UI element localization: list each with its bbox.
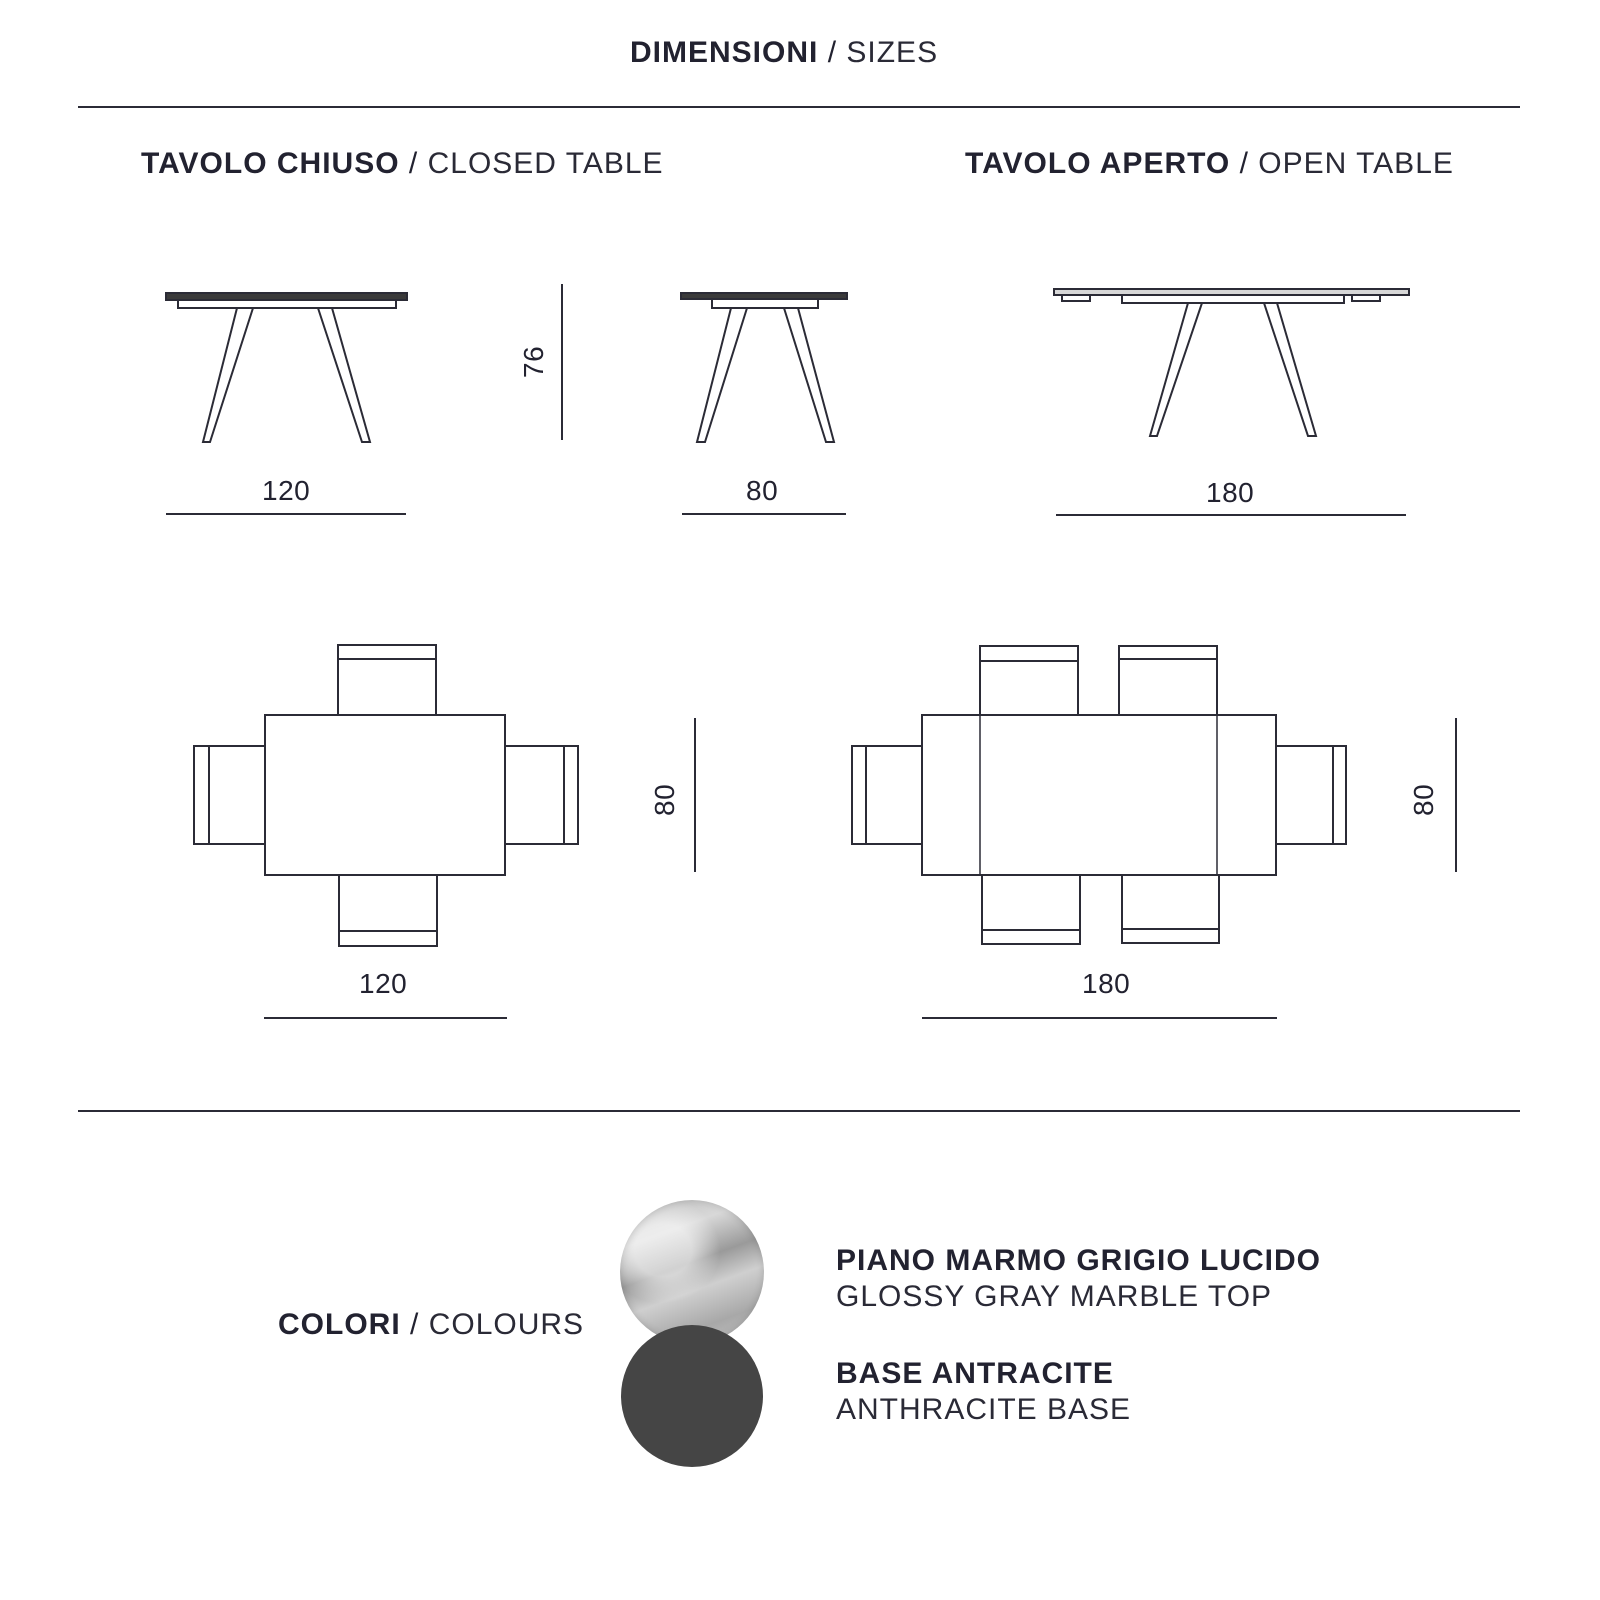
open-table-plan-view: [852, 646, 1346, 944]
closed-end-width-label: 80: [746, 475, 779, 506]
anthracite-swatch: [621, 1325, 763, 1467]
height-label: 76: [518, 345, 549, 378]
colours-label-it: COLORI: [278, 1308, 401, 1341]
open-plan-depth-label: 80: [1408, 783, 1439, 816]
colours-label-separator: /: [410, 1308, 420, 1341]
open-table-title-en: OPEN TABLE: [1258, 147, 1454, 180]
open-table-side-view: [1054, 289, 1409, 436]
open-table-title-separator: /: [1239, 147, 1249, 180]
open-plan-width-label: 180: [1082, 968, 1131, 999]
closed-table-title-en: CLOSED TABLE: [427, 147, 664, 180]
chair-top: [338, 645, 436, 715]
open-table-top: [922, 715, 1276, 875]
base-name-it: BASE ANTRACITE: [836, 1357, 1114, 1390]
chair-bottom-right: [1122, 875, 1219, 943]
closed-table-title-it: TAVOLO CHIUSO: [141, 147, 400, 180]
closed-table-top: [265, 715, 505, 875]
chair-bottom-left: [982, 875, 1080, 944]
chair-right: [1276, 746, 1346, 844]
open-table-title-it: TAVOLO APERTO: [965, 147, 1231, 180]
closed-plan-width-label: 120: [359, 968, 408, 999]
chair-left: [194, 746, 265, 844]
marble-name-en: GLOSSY GRAY MARBLE TOP: [836, 1280, 1273, 1313]
closed-plan-depth-label: 80: [649, 783, 680, 816]
base-name-en: ANTHRACITE BASE: [836, 1393, 1132, 1426]
closed-table-end-view: [681, 293, 847, 442]
colours-label-en: COLOURS: [428, 1308, 585, 1341]
chair-right: [505, 746, 578, 844]
chair-top-left: [980, 646, 1078, 715]
chair-left: [852, 746, 922, 844]
closed-table-plan-view: [194, 645, 578, 946]
open-side-width-label: 180: [1206, 477, 1255, 508]
closed-table-title-separator: /: [408, 147, 419, 180]
closed-side-width-label: 120: [262, 475, 311, 506]
page-title-it: DIMENSIONI: [630, 36, 819, 69]
marble-swatch: [620, 1200, 764, 1344]
colour-item-base: [836, 1356, 1131, 1428]
colours-label: [278, 1308, 584, 1342]
colour-item-marble: [836, 1243, 1321, 1315]
chair-bottom: [339, 875, 437, 946]
chair-top-right: [1119, 646, 1217, 715]
page-title-en: SIZES: [846, 36, 939, 69]
page-title-separator: /: [827, 36, 838, 69]
closed-table-side-view: [166, 293, 407, 442]
bottom-divider: [78, 1110, 1520, 1112]
marble-name-it: PIANO MARMO GRIGIO LUCIDO: [836, 1244, 1321, 1277]
